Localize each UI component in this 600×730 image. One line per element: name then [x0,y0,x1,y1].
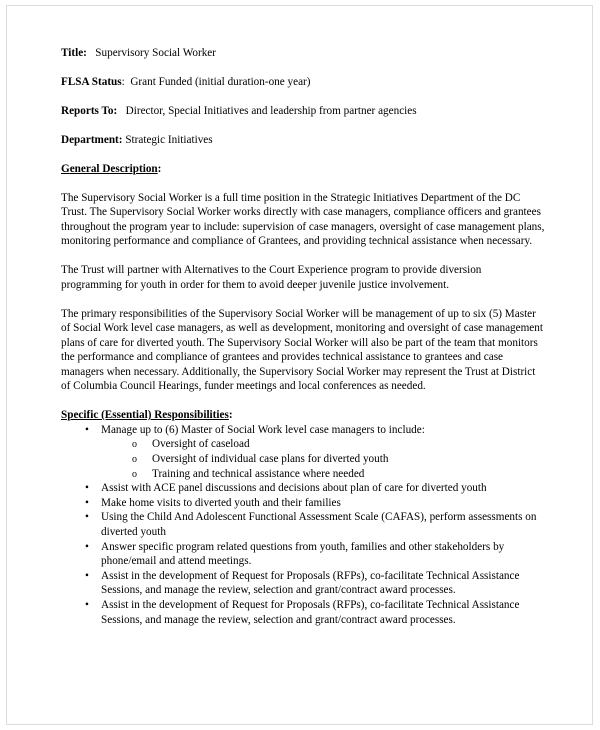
document-page [6,5,593,725]
field-flsa-status-colon: : [121,75,125,88]
field-reports-to [61,104,545,119]
field-title-label: Title: [61,47,87,59]
field-department-value: Strategic Initiatives [125,133,213,146]
list-item-text: Assist with ACE panel discussions and decisions about plan of care for diverted youth [101,482,487,495]
list-item [101,437,545,452]
list-item [101,452,545,467]
field-reports-to-label: Reports To: [61,104,118,117]
list-item [61,569,545,598]
bullet-icon: • [85,569,89,582]
list-item [61,481,545,496]
field-title [61,46,545,61]
list-item-text: Using the Child And Adolescent Functional Assessment Scale (CAFAS), perform assessments on diverted youth [101,511,537,539]
bullet-icon: • [85,511,89,524]
list-item-text: Oversight of caseload [152,438,250,451]
paragraph-general-2: The Trust will partner with Alternatives to the Court Experience program to provide diversion programming for youth in order for them to avoid deeper juvenile justice involvement. [61,264,482,291]
list-item [61,598,545,627]
list-item-text: Manage up to (6) Master of Social Work level case managers to include: [101,423,425,436]
field-department-label: Department: [61,133,123,146]
section-heading-specific-responsibilities-colon: : [228,409,233,422]
bullet-icon: • [85,482,89,495]
list-item [61,496,545,511]
paragraph-general-3: The primary responsibilities of the Supervisory Social Worker will be management of up to six (5) Master of Social Work level case managers, as well as development, monitoring and oversight of case management plans of care for diverted youth. The Supervisory Social Worker will also be part of the team that monitors the performance and compliance of grantees and provides technical assistance to grantees and case managers when necessary. Additionally, the Supervisory Social Worker may represent the Trust at District of Columbia Council Hearings, funder meetings and local conferences as needed. [61,307,543,393]
bullet-icon: • [85,599,89,611]
section-heading-general-description-colon: : [157,162,162,175]
list-item-text: Assist in the development of Request for Proposals (RFPs), co-facilitate Technical Assistance Sessions, and manage the review, selection and grant/contract award processes. [101,569,520,597]
list-item-text: Oversight of individual case plans for diverted youth [152,453,389,466]
section-heading-general-description [61,162,545,177]
section-heading-specific-responsibilities [61,408,545,423]
field-reports-to-value: Director, Special Initiatives and leadership from partner agencies [125,104,417,117]
list-item-text: Assist in the development of Request for Proposals (RFPs), co-facilitate Technical Assistance Sessions, and manage the review, selection and grant/contract award processes. [101,599,520,626]
list-item [61,540,545,569]
sub-bullet-icon: o [132,468,137,480]
list-item-text: Answer specific program related questions from youth, families and other stakeholders by phone/email and attend meetings. [101,540,505,568]
document-content [61,46,545,627]
bullet-icon: • [85,423,89,436]
list-item-text: Make home visits to diverted youth and their families [101,496,341,509]
responsibilities-sublist [101,437,545,481]
list-item [61,423,545,481]
field-flsa-status-label: FLSA Status [61,75,122,88]
section-heading-specific-responsibilities-text: Specific (Essential) Responsibilities [61,409,229,422]
field-department [61,133,545,148]
bullet-icon: • [85,496,89,509]
field-flsa-status-value: Grant Funded (initial duration-one year) [130,75,311,88]
sub-bullet-icon: o [132,454,137,466]
paragraph-general-1: The Supervisory Social Worker is a full time position in the Strategic Initiatives Department of the DC Trust. The Supervisory Social Worker works directly with case managers, compliance officers and grantees throughout the program year to include: supervision of case managers, oversight of case management plans, monitoring performance and compliance of Grantees, and providing technical assistance when necessary. [61,191,545,248]
responsibilities-list [61,423,545,627]
list-item-text: Training and technical assistance where needed [152,467,365,480]
field-title-value: Supervisory Social Worker [95,47,216,59]
list-item [61,510,545,539]
list-item [101,467,545,482]
sub-bullet-icon: o [132,439,137,451]
field-flsa-status [61,75,545,90]
bullet-icon: • [85,540,89,553]
section-heading-general-description-text: General Description [61,162,158,175]
